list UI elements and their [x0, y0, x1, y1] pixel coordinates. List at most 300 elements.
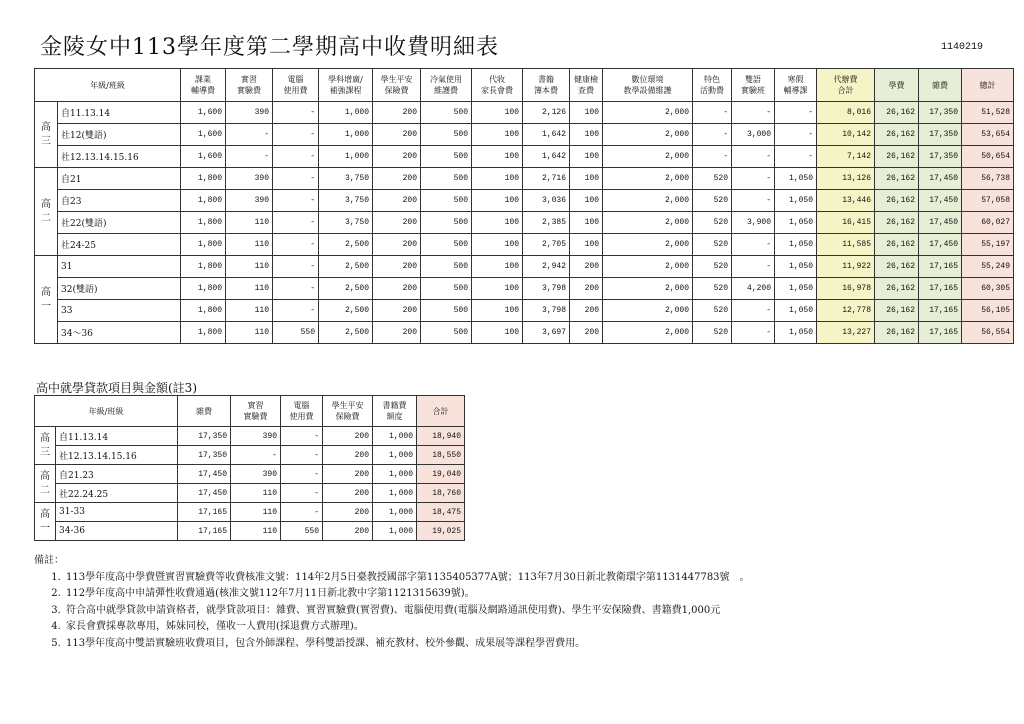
value-cell: 200 [373, 124, 421, 146]
value-cell: 500 [421, 102, 472, 124]
value-cell: 4,200 [732, 278, 775, 300]
value-cell: 500 [421, 256, 472, 278]
value-cell: 17,165 [919, 278, 962, 300]
value-cell: 100 [570, 102, 603, 124]
grade-cell: 高 二 [35, 465, 56, 503]
value-cell: 3,900 [732, 212, 775, 234]
value-cell: 100 [472, 278, 523, 300]
value-cell: 3,798 [523, 278, 570, 300]
value-cell: 100 [570, 212, 603, 234]
value-cell: 500 [421, 322, 472, 344]
value-cell: 1,800 [181, 300, 226, 322]
note-item: 3. 符合高中就學貸款申請資格者，就學貸款項目：雜費、實習實驗費(實習費)、電腦使用費(電腦及網路通訊使用費)、學生平安保險費、書籍費1,000元 [64, 603, 750, 620]
value-cell: 520 [693, 190, 732, 212]
value-cell: 2,500 [319, 300, 373, 322]
value-cell: 17,450 [178, 484, 231, 503]
value-cell: 1,000 [373, 522, 417, 541]
class-cell: 社12(雙語) [58, 124, 181, 146]
value-cell: 520 [693, 212, 732, 234]
column-header: 實習 實驗費 [226, 69, 273, 102]
column-header: 代辦費 合計 [817, 69, 875, 102]
value-cell: 110 [226, 322, 273, 344]
value-cell: 1,000 [373, 503, 417, 522]
value-cell: 1,800 [181, 256, 226, 278]
value-cell: 1,800 [181, 278, 226, 300]
value-cell: 1,800 [181, 212, 226, 234]
value-cell: 1,050 [775, 168, 817, 190]
value-cell: 200 [373, 102, 421, 124]
class-cell: 自21 [58, 168, 181, 190]
value-cell: 1,642 [523, 124, 570, 146]
grade-cell: 高 一 [35, 503, 56, 541]
notes-label: 備註： [34, 555, 64, 566]
value-cell: 100 [472, 322, 523, 344]
column-header: 年級/班級 [35, 396, 178, 427]
class-cell: 社24-25 [58, 234, 181, 256]
grade-cell: 高 二 [35, 168, 58, 256]
table-row [35, 102, 1014, 124]
table-row [35, 522, 465, 541]
value-cell: 500 [421, 278, 472, 300]
class-cell: 32(雙語) [58, 278, 181, 300]
value-cell: 2,000 [603, 146, 693, 168]
column-header: 總計 [962, 69, 1014, 102]
value-cell: 500 [421, 146, 472, 168]
table-row [35, 484, 465, 503]
value-cell: 550 [273, 322, 319, 344]
value-cell: 17,450 [919, 234, 962, 256]
value-cell: 200 [323, 484, 373, 503]
value-cell: 520 [693, 168, 732, 190]
value-cell: 1,600 [181, 124, 226, 146]
table-row [35, 278, 1014, 300]
class-cell: 34-36 [56, 522, 178, 541]
value-cell: 3,697 [523, 322, 570, 344]
value-cell: - [732, 102, 775, 124]
value-cell: 17,450 [919, 168, 962, 190]
value-cell: 2,000 [603, 168, 693, 190]
value-cell: 26,162 [875, 256, 919, 278]
table-row [35, 322, 1014, 344]
value-cell: 55,197 [962, 234, 1014, 256]
value-cell: 200 [373, 212, 421, 234]
value-cell: 13,227 [817, 322, 875, 344]
value-cell: 100 [472, 102, 523, 124]
value-cell: 1,050 [775, 300, 817, 322]
value-cell: 200 [570, 256, 603, 278]
class-cell: 社12.13.14.15.16 [56, 446, 178, 465]
value-cell: 2,000 [603, 278, 693, 300]
value-cell: 100 [570, 190, 603, 212]
value-cell: 390 [226, 168, 273, 190]
grade-cell: 高 三 [35, 427, 56, 465]
value-cell: 390 [231, 465, 281, 484]
value-cell: 3,000 [732, 124, 775, 146]
value-cell: 18,940 [417, 427, 465, 446]
class-cell: 自21.23 [56, 465, 178, 484]
value-cell: 56,738 [962, 168, 1014, 190]
class-cell: 34～36 [58, 322, 181, 344]
column-header: 電腦 使用費 [273, 69, 319, 102]
value-cell: 200 [570, 322, 603, 344]
value-cell: 100 [472, 234, 523, 256]
column-header: 雜費 [919, 69, 962, 102]
value-cell: 13,126 [817, 168, 875, 190]
document-number: 1140219 [941, 42, 984, 53]
value-cell: 50,654 [962, 146, 1014, 168]
grade-cell: 高 三 [35, 102, 58, 168]
table-row [35, 503, 465, 522]
value-cell: - [281, 427, 323, 446]
value-cell: 8,016 [817, 102, 875, 124]
value-cell: 26,162 [875, 168, 919, 190]
value-cell: - [226, 124, 273, 146]
value-cell: 100 [472, 124, 523, 146]
note-item: 4. 家長會費採專款專用，姊妹同校，僅收一人費用(採退費方式辦理)。 [64, 619, 750, 636]
value-cell: 100 [570, 234, 603, 256]
value-cell: - [273, 300, 319, 322]
value-cell: 550 [281, 522, 323, 541]
value-cell: 200 [373, 278, 421, 300]
table-row [35, 146, 1014, 168]
value-cell: - [281, 484, 323, 503]
value-cell: 2,385 [523, 212, 570, 234]
value-cell: 200 [323, 446, 373, 465]
class-cell: 31 [58, 256, 181, 278]
column-header: 學科增廣/ 補強課程 [319, 69, 373, 102]
class-cell: 社22(雙語) [58, 212, 181, 234]
value-cell: 18,760 [417, 484, 465, 503]
value-cell: 2,500 [319, 322, 373, 344]
value-cell: 3,036 [523, 190, 570, 212]
value-cell: 16,978 [817, 278, 875, 300]
value-cell: 200 [373, 146, 421, 168]
value-cell: 500 [421, 212, 472, 234]
value-cell: 100 [570, 146, 603, 168]
class-cell: 33 [58, 300, 181, 322]
value-cell: 11,585 [817, 234, 875, 256]
column-header: 書籍 簿本費 [523, 69, 570, 102]
table-row [35, 190, 1014, 212]
value-cell: 200 [323, 427, 373, 446]
value-cell: - [231, 446, 281, 465]
value-cell: 520 [693, 300, 732, 322]
value-cell: 1,050 [775, 190, 817, 212]
value-cell: 1,800 [181, 190, 226, 212]
value-cell: 500 [421, 190, 472, 212]
value-cell: 520 [693, 256, 732, 278]
value-cell: - [273, 234, 319, 256]
notes-section [34, 553, 750, 652]
value-cell: 56,105 [962, 300, 1014, 322]
value-cell: 1,050 [775, 234, 817, 256]
value-cell: 110 [226, 278, 273, 300]
value-cell: 100 [472, 256, 523, 278]
value-cell: 13,446 [817, 190, 875, 212]
value-cell: 26,162 [875, 102, 919, 124]
grade-cell: 高 一 [35, 256, 58, 344]
value-cell: 1,800 [181, 168, 226, 190]
value-cell: 500 [421, 168, 472, 190]
value-cell: 200 [323, 503, 373, 522]
value-cell: 60,305 [962, 278, 1014, 300]
value-cell: - [273, 146, 319, 168]
value-cell: 390 [226, 190, 273, 212]
value-cell: 100 [472, 190, 523, 212]
value-cell: 26,162 [875, 234, 919, 256]
value-cell: 56,554 [962, 322, 1014, 344]
value-cell: - [273, 168, 319, 190]
table-row [35, 168, 1014, 190]
class-cell: 自11.13.14 [56, 427, 178, 446]
value-cell: 3,750 [319, 168, 373, 190]
notes-list [34, 570, 750, 653]
value-cell: 12,778 [817, 300, 875, 322]
value-cell: 2,126 [523, 102, 570, 124]
value-cell: 500 [421, 234, 472, 256]
value-cell: 200 [373, 322, 421, 344]
class-cell: 31-33 [56, 503, 178, 522]
value-cell: 53,654 [962, 124, 1014, 146]
value-cell: 17,350 [919, 102, 962, 124]
value-cell: 100 [472, 168, 523, 190]
value-cell: 110 [226, 234, 273, 256]
value-cell: 17,350 [178, 427, 231, 446]
value-cell: 17,350 [178, 446, 231, 465]
loan-table-header [35, 396, 465, 427]
value-cell: 390 [231, 427, 281, 446]
value-cell: 18,475 [417, 503, 465, 522]
value-cell: - [693, 102, 732, 124]
value-cell: 18,550 [417, 446, 465, 465]
class-cell: 社22.24.25 [56, 484, 178, 503]
value-cell: 2,500 [319, 234, 373, 256]
value-cell: 500 [421, 124, 472, 146]
value-cell: - [273, 212, 319, 234]
value-cell: 19,025 [417, 522, 465, 541]
value-cell: 100 [472, 146, 523, 168]
value-cell: 2,500 [319, 256, 373, 278]
column-header: 雙語 實驗班 [732, 69, 775, 102]
value-cell: 2,000 [603, 190, 693, 212]
value-cell: 2,000 [603, 256, 693, 278]
value-cell: 10,142 [817, 124, 875, 146]
value-cell: 110 [226, 256, 273, 278]
value-cell: 26,162 [875, 278, 919, 300]
value-cell: 200 [323, 465, 373, 484]
column-header: 代收 家長會費 [472, 69, 523, 102]
column-header: 寒假 輔導課 [775, 69, 817, 102]
document-title: 金陵女中113學年度第二學期高中收費明細表 [40, 35, 499, 60]
value-cell: - [732, 190, 775, 212]
note-item: 1. 113學年度高中學費暨實習實驗費等收費核准文號：114年2月5日臺教授國部字第1135405377A號；113年7月30日新北教衛環字第1131447783號 。 [64, 570, 750, 587]
value-cell: 3,750 [319, 212, 373, 234]
table-row [35, 427, 465, 446]
value-cell: - [775, 146, 817, 168]
value-cell: 520 [693, 278, 732, 300]
class-cell: 自11.13.14 [58, 102, 181, 124]
value-cell: 110 [231, 484, 281, 503]
table-row [35, 256, 1014, 278]
value-cell: 200 [323, 522, 373, 541]
table-row [35, 465, 465, 484]
value-cell: - [775, 124, 817, 146]
value-cell: - [281, 446, 323, 465]
table-row [35, 212, 1014, 234]
value-cell: 2,500 [319, 278, 373, 300]
value-cell: - [732, 168, 775, 190]
value-cell: 26,162 [875, 300, 919, 322]
value-cell: 1,000 [373, 484, 417, 503]
value-cell: 26,162 [875, 190, 919, 212]
value-cell: 3,750 [319, 190, 373, 212]
column-header: 書籍費 額度 [373, 396, 417, 427]
class-cell: 自23 [58, 190, 181, 212]
value-cell: 1,800 [181, 322, 226, 344]
column-header: 合計 [417, 396, 465, 427]
value-cell: 2,000 [603, 234, 693, 256]
value-cell: 17,450 [919, 212, 962, 234]
value-cell: 26,162 [875, 124, 919, 146]
value-cell: 2,716 [523, 168, 570, 190]
column-header: 電腦 使用費 [281, 396, 323, 427]
value-cell: 16,415 [817, 212, 875, 234]
class-cell: 社12.13.14.15.16 [58, 146, 181, 168]
value-cell: - [775, 102, 817, 124]
value-cell: 3,798 [523, 300, 570, 322]
value-cell: 1,050 [775, 278, 817, 300]
value-cell: 200 [373, 190, 421, 212]
column-header: 學生平安 保險費 [373, 69, 421, 102]
value-cell: 1,050 [775, 212, 817, 234]
value-cell: 17,350 [919, 146, 962, 168]
value-cell: 1,000 [373, 465, 417, 484]
value-cell: - [693, 124, 732, 146]
value-cell: 2,000 [603, 212, 693, 234]
value-cell: 1,050 [775, 322, 817, 344]
value-cell: - [273, 190, 319, 212]
value-cell: 17,450 [178, 465, 231, 484]
value-cell: 1,642 [523, 146, 570, 168]
column-header: 課業 輔導費 [181, 69, 226, 102]
column-header: 數位環境 教學設備維護 [603, 69, 693, 102]
value-cell: - [732, 146, 775, 168]
table-row [35, 234, 1014, 256]
value-cell: - [732, 234, 775, 256]
value-cell: 2,942 [523, 256, 570, 278]
value-cell: 2,000 [603, 124, 693, 146]
value-cell: - [693, 146, 732, 168]
column-header: 特色 活動費 [693, 69, 732, 102]
value-cell: 17,165 [178, 522, 231, 541]
value-cell: 2,705 [523, 234, 570, 256]
value-cell: - [273, 278, 319, 300]
value-cell: 110 [226, 212, 273, 234]
column-header: 年級/班級 [35, 69, 181, 102]
column-header: 學費 [875, 69, 919, 102]
fee-detail-table [34, 68, 1014, 344]
value-cell: 60,027 [962, 212, 1014, 234]
value-cell: 51,528 [962, 102, 1014, 124]
value-cell: 26,162 [875, 322, 919, 344]
value-cell: 110 [226, 300, 273, 322]
value-cell: 1,000 [319, 124, 373, 146]
value-cell: 7,142 [817, 146, 875, 168]
value-cell: - [732, 322, 775, 344]
value-cell: 200 [373, 256, 421, 278]
value-cell: 390 [226, 102, 273, 124]
table-row [35, 446, 465, 465]
value-cell: 200 [570, 278, 603, 300]
value-cell: 11,922 [817, 256, 875, 278]
value-cell: 520 [693, 234, 732, 256]
value-cell: 2,000 [603, 300, 693, 322]
value-cell: 26,162 [875, 212, 919, 234]
value-cell: 17,165 [919, 300, 962, 322]
value-cell: - [273, 124, 319, 146]
note-item: 5. 113學年度高中雙語實驗班收費項目，包含外師課程、學科雙語授課、補充教材、校外參觀、成果展等課程學習費用。 [64, 636, 750, 653]
value-cell: 1,000 [373, 427, 417, 446]
value-cell: 500 [421, 300, 472, 322]
value-cell: - [273, 256, 319, 278]
value-cell: 55,249 [962, 256, 1014, 278]
value-cell: 1,000 [373, 446, 417, 465]
value-cell: 17,165 [919, 322, 962, 344]
value-cell: 17,450 [919, 190, 962, 212]
value-cell: 200 [373, 300, 421, 322]
value-cell: 2,000 [603, 102, 693, 124]
value-cell: 110 [231, 522, 281, 541]
value-cell: 520 [693, 322, 732, 344]
value-cell: 1,600 [181, 146, 226, 168]
value-cell: 200 [373, 168, 421, 190]
value-cell: 1,800 [181, 234, 226, 256]
value-cell: 110 [231, 503, 281, 522]
value-cell: 1,000 [319, 102, 373, 124]
table-row [35, 124, 1014, 146]
value-cell: - [273, 102, 319, 124]
value-cell: - [732, 300, 775, 322]
value-cell: 200 [570, 300, 603, 322]
value-cell: 200 [373, 234, 421, 256]
column-header: 實習 實驗費 [231, 396, 281, 427]
value-cell: - [281, 503, 323, 522]
value-cell: 17,165 [178, 503, 231, 522]
column-header: 健康檢 查費 [570, 69, 603, 102]
table-row [35, 300, 1014, 322]
value-cell: 17,165 [919, 256, 962, 278]
value-cell: - [732, 256, 775, 278]
value-cell: 100 [570, 124, 603, 146]
loan-section-title: 高中就學貸款項目與金額(註3) [36, 381, 197, 395]
value-cell: 26,162 [875, 146, 919, 168]
value-cell: - [281, 465, 323, 484]
value-cell: 1,600 [181, 102, 226, 124]
value-cell: 17,350 [919, 124, 962, 146]
value-cell: 57,058 [962, 190, 1014, 212]
value-cell: - [226, 146, 273, 168]
column-header: 學生平安 保險費 [323, 396, 373, 427]
value-cell: 1,050 [775, 256, 817, 278]
column-header: 冷氣使用 維護費 [421, 69, 472, 102]
value-cell: 2,000 [603, 322, 693, 344]
value-cell: 19,040 [417, 465, 465, 484]
value-cell: 100 [472, 300, 523, 322]
value-cell: 1,000 [319, 146, 373, 168]
note-item: 2. 112學年度高中申請彈性收費通過(核准文號112年7月11日新北教中字第1121315639號)。 [64, 586, 750, 603]
fee-table-header [35, 69, 1014, 102]
value-cell: 100 [472, 212, 523, 234]
